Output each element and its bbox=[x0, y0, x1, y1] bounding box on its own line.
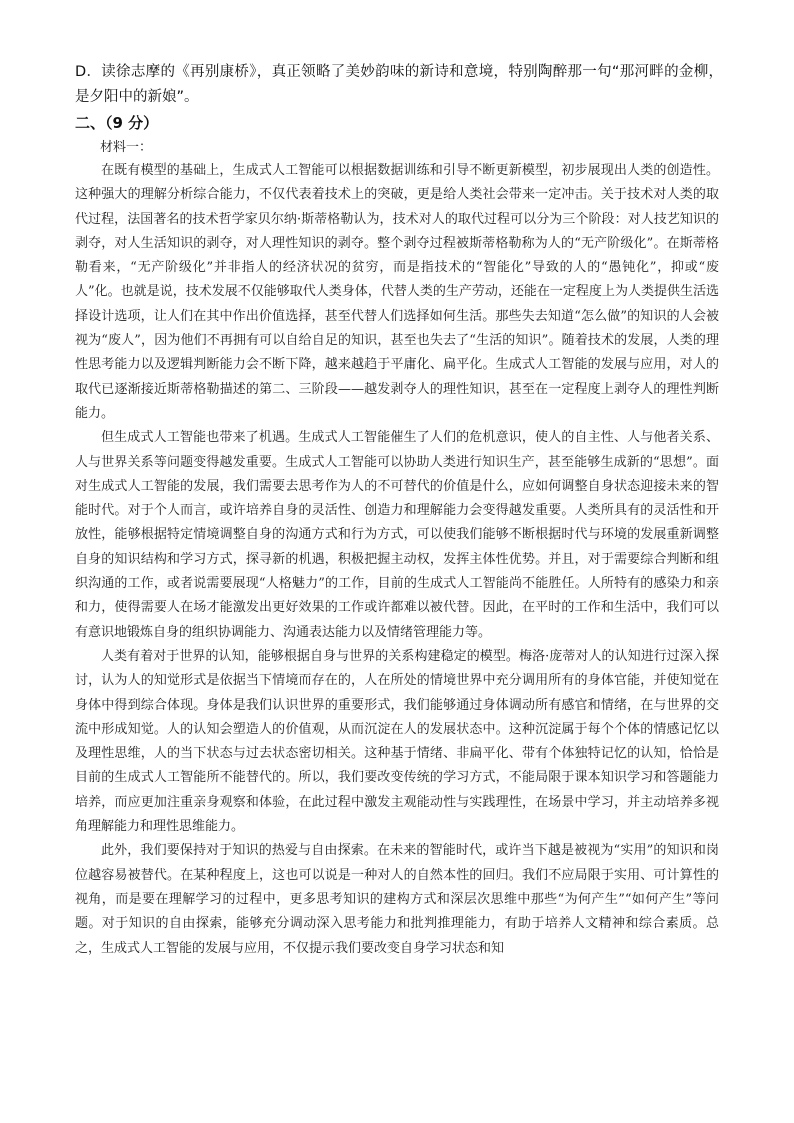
paragraph-4: 此外，我们要保持对于知识的热爱与自由探索。在未来的智能时代，或许当下越是被视为“实用”的知识和岗位越容易被替代。在某种程度上，这也可以说是一种对人的自然本性的回归。我们不应局限于实用、可计算性的视角，而是要在理解学习的过程中，更多思考知识的建构方式和深层次思维中那些“为何产生”“如何产生”等问题。对于知识的自由探索，能够充分调动深入思考能力和批判推理能力，有助于培养人文精神和综合素质。总之，生成式人工智能的发展与应用，不仅提示我们要改变自身学习状态和知 bbox=[75, 843, 719, 956]
answer-option-d: D．读徐志摩的《再别康桥》，真正领略了美妙韵味的新诗和意境，特别陶醉那一句“那河畔的金柳，是夕阳中的新娘”。 bbox=[75, 64, 723, 105]
material-title: 材料一： bbox=[100, 140, 153, 155]
material-body bbox=[75, 159, 719, 961]
paragraph-2: 但生成式人工智能也带来了机遇。生成式人工智能催生了人们的危机意识，使人的自主性、人与他者关系、人与世界关系等问题变得越发重要。生成式人工智能可以协助人类进行知识生产，甚至能够生成新的“思想”。面对生成式人工智能的发展，我们需要去思考作为人的不可替代的价值是什么，应如何调整自身状态迎接未来的智能时代。对于个人而言，或许培养自身的灵活性、创造力和理解能力会变得越发重要。人类所具有的灵活性和开放性，能够根据特定情境调整自身的沟通方式和行为方式，可以使我们能够不断根据时代与环境的发展重新调整自身的知识结构和学习方式，探寻新的机遇，积极把握主动权，发挥主体性优势。并且，对于需要综合判断和组织沟通的工作，或者说需要展现“人格魅力”的工作，目前的生成式人工智能尚不能胜任。人所特有的感染力和亲和力，使得需要人在场才能激发出更好效果的工作或许都难以被代替。因此，在平时的工作和生活中，我们可以有意识地锻炼自身的组织协调能力、沟通表达能力以及情绪管理能力等。 bbox=[75, 430, 719, 640]
paragraph-1: 在既有模型的基础上，生成式人工智能可以根据数据训练和引导不断更新模型，初步展现出人类的创造性。这种强大的理解分析综合能力，不仅代表着技术上的突破，更是给人类社会带来一定冲击。关于技术对人类的取代过程，法国著名的技术哲学家贝尔纳·斯蒂格勒认为，技术对人的取代过程可以分为三个阶段：对人技艺知识的剥夺，对人生活知识的剥夺，对人理性知识的剥夺。整个剥夺过程被斯蒂格勒称为人的“无产阶级化”。在斯蒂格勒看来，“无产阶级化”并非指人的经济状况的贫穷，而是指技术的“智能化”导致的人的“愚钝化”，抑或“废人”化。也就是说，技术发展不仅能够取代人类身体，代替人类的生产劳动，还能在一定程度上为人类提供生活选择设计选项，让人们在其中作出价值选择，甚至代替人们选择如何生活。那些失去知道“怎么做”的知识的人会被视为“废人”，因为他们不再拥有可以自给自足的知识，甚至也失去了“生活的知识”。随着技术的发展，人类的理性思考能力以及逻辑判断能力会不断下降，越来越趋于平庸化、扁平化。生成式人工智能的发展与应用，对人的取代已逐渐接近斯蒂格勒描述的第二、三阶段——越发剥夺人的理性知识，甚至在一定程度上剥夺人的理性判断能力。 bbox=[75, 163, 719, 421]
section-heading: 二、（9 分） bbox=[75, 114, 159, 132]
paragraph-3: 人类有着对于世界的认知，能够根据自身与世界的关系构建稳定的模型。梅洛·庞蒂对人的认知进行过深入探讨，认为人的知觉形式是依据当下情境而存在的，人在所处的情境世界中充分调用所有的身体官能，并使知觉在身体中得到综合体现。身体是我们认识世界的重要形式，我们能够通过身体调动所有感官和情绪，在与世界的交流中形成知觉。人的认知会塑造人的价值观，从而沉淀在人的发展状态中。这种沉淀属于每个个体的情感记忆以及理性思维，人的当下状态与过去状态密切相关。这种基于情绪、非扁平化、带有个体独特记忆的认知，恰恰是目前的生成式人工智能所不能替代的。所以，我们要改变传统的学习方式，不能局限于课本知识学习和答题能力培养，而应更加注重亲身观察和体验，在此过程中激发主观能动性与实践理性，在场景中学习，并主动培养多视角理解能力和理性思维能力。 bbox=[75, 648, 719, 835]
